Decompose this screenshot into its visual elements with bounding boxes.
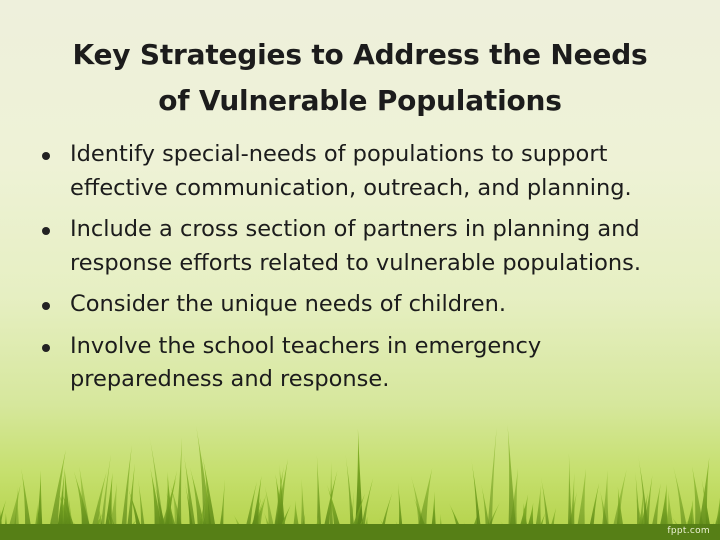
bullet-item [40, 288, 680, 322]
bullet-dot-icon [42, 302, 50, 310]
bullet-text: Consider the unique needs of children. [70, 291, 506, 317]
grass-decoration [0, 420, 720, 540]
bullet-dot-icon [42, 344, 50, 352]
bullet-text: Involve the school teachers in emergency preparedness and response. [70, 332, 542, 392]
bullet-item [40, 330, 680, 397]
bullet-list [40, 138, 680, 405]
bullet-item [40, 213, 680, 280]
slide-title-line-2: of Vulnerable Populations [158, 84, 562, 117]
bullet-item [40, 138, 680, 205]
bullet-dot-icon [42, 152, 50, 160]
slide-title [40, 32, 680, 124]
watermark: fppt.com [667, 526, 710, 536]
bullet-text: Identify special-needs of populations to support effective communication, outreach, and planning. [70, 141, 632, 201]
bullet-dot-icon [42, 227, 50, 235]
bullet-text: Include a cross section of partners in planning and response efforts related to vulnerable populations. [70, 216, 641, 276]
slide-title-line-1: Key Strategies to Address the Needs [72, 38, 648, 71]
